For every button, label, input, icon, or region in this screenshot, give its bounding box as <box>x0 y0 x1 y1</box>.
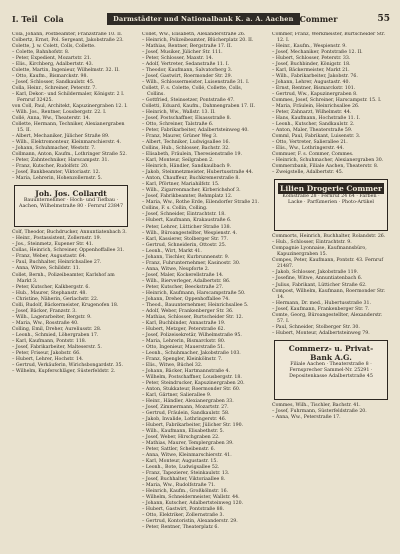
directory-entry: – Peter, Expedient, Mozartstr. 21. <box>12 56 92 62</box>
directory-entry: – Josef, Fabrikarbeiter, Malteserstr. 5. <box>12 344 102 350</box>
directory-entry: – Mathias, Maurer, Templergraben 39. <box>142 441 234 447</box>
advertisement-title: Lilien Drogerie Commer <box>278 183 384 194</box>
directory-entry: – Karl, Bäckermeister, Markt 21. <box>272 68 350 74</box>
directory-entry: – Ernst, Rentner, Bismarckstr. 101. <box>272 86 356 92</box>
directory-entry: – Peter, Zahntechniker, Harscampstr. 31. <box>12 158 109 164</box>
directory-entry: – Otto, Elektriker, Zollernstraße 3. <box>142 513 225 519</box>
directory-entry: – Hubert, Schlosser, Peterstr. 33. <box>272 56 351 62</box>
directory-entry: – Jos., Steinmetz, Eupener Str. 41. <box>12 242 94 248</box>
directory-entry: – Peter, Zahnarzt, Wilhelmstr. 44. <box>272 110 352 116</box>
advertisement-box <box>14 185 128 227</box>
directory-entry: – Johann, Tischler, Kurbrunnenstr. 9. <box>142 254 230 260</box>
directory-entry: Colette, Martin, Ingenieur, Wilhelmstr. 32. II. <box>12 68 120 74</box>
directory-entry: – Colette, Bahnhofstr. 8. <box>12 50 70 56</box>
directory-entry: – Heinrich, Ww., Wallstr. 13. II. <box>142 110 216 116</box>
directory-entry: – Theod., Bauunternehmer, Heinrichsallee 5. <box>142 302 249 308</box>
directory-entry: – Peter, Steindrucker, Kapuzinergraben 20. <box>142 380 245 386</box>
directory-entry: – Josef, Mechaniker, Pontstraße 12. II. <box>272 50 363 56</box>
directory-entry: – Otto, Ingenieur, Mauerstraße 51. <box>142 344 225 350</box>
directory-entry: – Hans, Kaufmann, Hochstraße 11. I. <box>272 116 360 122</box>
directory-entry: – Heinrich, Polizeibeamter, Blücherplatz 20. II. <box>142 38 254 44</box>
directory-entry: Colli, Rudolf, Bäckermeister, Krugenofen 18. <box>12 302 119 308</box>
bank-banner: Darmstädter und Nationalbank K. a. A. Aachen <box>107 13 299 25</box>
directory-entry: Collmann, Anton, Kaufm., Lothringer Straße 52. <box>12 152 127 158</box>
directory-entry: – Peter, Rentner, Theaterplatz 6. <box>142 525 219 531</box>
directory-entry: – Zweigstelle, Adalbertstr. 45. <box>272 170 344 176</box>
directory-entry: – Christine, Näherin, Gerlachstr. 22. <box>12 296 99 302</box>
directory-entry: – Heinrich, Kaufmann, Harscampstraße 50. <box>142 290 246 296</box>
directory-entry: Collet, Bernh., Polizeibeamter, Karlshof am Markt 3. <box>12 272 115 284</box>
directory-entry: – Josef, Bankbeamter, Viktoriastr. 12. <box>12 170 101 176</box>
directory-entry: – Josef, Postschaffner, Elsassstraße 8. <box>142 116 232 122</box>
directory-entry: – Anna, Witwe, Schildstr. 11. <box>12 266 81 272</box>
directory-entry: – Wilh., Elektromonteur, Kleinmarschierstr. 4. <box>12 140 122 146</box>
advertisement-box <box>274 340 388 400</box>
directory-entry: – Leonh., Schuhmacher, Jakobstraße 103. <box>142 350 241 356</box>
advertisement-title: Commerz- u. Privat-Bank A.G. <box>288 343 374 362</box>
directory-entry: – Albert, Techniker, Ludwigsallee 16. <box>142 140 230 146</box>
directory-entry: – Otto, Schreiner, Talstraße 6. <box>142 122 214 128</box>
directory-entry: Compes, Peter, Kaufmann, Pontstr. 43. Fernruf 21487. <box>272 258 384 270</box>
directory-entry: – Josef, Weber, Hirschgraben 22. <box>142 435 220 441</box>
section-start: Cola <box>43 14 64 24</box>
directory-entry: Collett, F. s. Colette, Collé, Collette, Colls, Collins. <box>142 86 243 98</box>
directory-entry: – Josef, Musiker, Jülicher Str. 111. <box>142 50 223 56</box>
directory-entry: – Peter, Friseur, Jakobstr. 66. <box>12 350 81 356</box>
directory-entry: Colbertz, Ernst, Pol. Sergeant, Jakobstraße 23. <box>12 38 124 44</box>
section-end: Commer <box>299 14 338 24</box>
directory-entry: Compost, Wilhelm, Kaufmann, Roermonder Str. 14. <box>272 288 386 300</box>
directory-entry: – Anton, Chauffeur, Buchkremerstraße 8. <box>142 176 240 182</box>
directory-entry: – Wilh., Zigarrenmacher, Kirberichshof 3. <box>142 188 241 194</box>
directory-entry: – Karl, Dekor.- und Schildermaler, Königstr. 2 I. Fernruf 32425. <box>12 92 125 104</box>
directory-entry: Collette, Hermann, Techniker, Alexianergraben 15. II. <box>12 122 125 134</box>
directory-entry: Commuer, F. s. Commer, Commes. <box>272 152 354 158</box>
directory-entry: – Heinr., Kaufm., Wespienstr. 9. <box>272 44 347 50</box>
directory-entry: – Karl, Kaufmann, Pontstr. 118. <box>12 338 87 344</box>
directory-entry: – Mathias, Schlosser, Burtscheider Str. 12. <box>142 314 244 320</box>
directory-entry: – Wilhelm, Schneidermeister, Wallstr. 44. <box>142 495 240 501</box>
directory-entry: – Josef, Buchhalter, Viktoriaallee 8. <box>142 477 226 483</box>
directory-entry: Colletti, Eduard, Kaufm., Dahmengraben 17. II. <box>142 104 256 110</box>
directory-entry: – Elis., Kirchberg, Adalbertstr. 43. <box>12 62 94 68</box>
directory-entry: – Leonh., Schmied, Löhergraben 17. <box>12 332 99 338</box>
advertisement-text: Bauunternehmer · Hoch- und Tiefbau · Aachen, Wilhelmstraße 80 · Fernruf 23847 <box>18 198 124 210</box>
directory-entry: – Heinr., Händler, Alexianergraben 33. <box>142 398 234 404</box>
directory-entry: – Johann, Schuhmacher, Weststr. 7. <box>12 146 96 152</box>
directory-entry: – Jakob, Steinmetzmeister, Hubertusstraße 44. <box>142 170 254 176</box>
directory-columns <box>12 32 390 546</box>
directory-entry: – Hubert, Kaufmann, Krakaustraße 6. <box>142 218 232 224</box>
directory-entry: – Maria, Ww., Rudolfstraße 71. <box>142 483 216 489</box>
directory-entry: – Josef, Buchbinder, Königstr. 18. <box>272 62 351 68</box>
directory-entry: Commorts, Heinrich, Buchhalter, Rolandstr. 26. <box>272 234 386 240</box>
directory-entry: Colla, Heinr., Schreiner, Peterstr. 7. <box>12 86 97 92</box>
advertisement-title: Joh. Jos. Collardt <box>35 189 107 199</box>
directory-entry: Commerzbank, Filiale Aachen, Theaterstr. 8. <box>272 164 379 170</box>
directory-entry: – Wilhelm, Kupferschläger, Süsterfeldstr. 2. <box>12 368 116 374</box>
directory-entry: – Peter, Sattler, Scheibenstr. 6. <box>142 447 216 453</box>
directory-entry: – Anton, Maler, Theaterstraße 59. <box>272 128 353 134</box>
directory-entry: – Karl, Monteur, Seilgraben 2. <box>142 158 214 164</box>
directory-entry: Comml, Paul, Fabrikant, Luisenstr. 3. <box>272 134 361 140</box>
directory-entry: – Hub., Maurer, Stephanstr. 48. <box>12 290 87 296</box>
directory-entry: – Paul, Buchhalter, Heinrichsallee 27. <box>12 260 102 266</box>
directory-entry: Collins, Hub., Schlosser, Bachstr. 32. <box>142 146 230 152</box>
directory-entry: – Johann, Kutscher, Adalbertsteinweg 120. <box>142 501 244 507</box>
directory-entry: – Hubert, Metzger, Peterstraße 62. <box>142 326 226 332</box>
directory-entry: – Gertrud, Kontoristin, Alexanderstr. 29. <box>142 519 238 525</box>
directory-entry: – Leonh., Kutscher, Sandkaulstr. 2. <box>272 122 355 128</box>
directory-entry: – Julius, Fabrikant, Lütticher Straße 62. <box>272 282 367 288</box>
directory-entry: Collins, F. s. Collin, Colling. <box>142 206 208 212</box>
directory-entry: Commes, Wilh., Tischler, Bachstr. 41. <box>272 402 361 408</box>
directory-entry: – Peter, Schlosser, Maxstr. 14. <box>142 56 214 62</box>
directory-entry: – Gertrud, Fräulein, Sandkaulstr. 58. <box>142 410 230 416</box>
directory-entry: – Otto, Kaufm., Bismarckstr. 98. <box>12 74 88 80</box>
column-3 <box>272 32 390 546</box>
directory-entry: – Josef, Bäcker, Franzstr. 3. <box>12 308 77 314</box>
directory-entry: – Josefine, Witwe, Annuntiatenbach 6. <box>272 276 363 282</box>
directory-entry: – Hermann, Dr. med., Hubertusstraße 31. <box>272 300 371 306</box>
advertisement-text: Kölnstraße 28 · Fernruf 24 64 · Farben · Lacke · Parfümerien · Photo-Artikel <box>282 194 380 206</box>
directory-entry: – Maria, Lehrerin, Hohenzollernstr. 5. <box>12 176 103 182</box>
directory-entry: – Josef, Fuhrmann, Süsterfeldstraße 20. <box>272 408 367 414</box>
directory-entry: – Heinrich, Kaufm., Großkölnstr. 16. <box>142 489 229 495</box>
directory-entry: – Franz, Weber, Augustastr. 64. <box>12 254 87 260</box>
directory-entry: – Karl, Kassierer, Stolberger Str. 77. <box>142 236 229 242</box>
directory-entry: – Franz, Fuhrunternehmer, Kasinostr. 30. <box>142 260 241 266</box>
directory-entry: – Maria, Ww., Rothe Erde, Eilendorfer Straße 21. <box>142 200 260 206</box>
directory-entry: – Franz, Spengler, Kleinkölnstr. 7. <box>142 356 223 362</box>
directory-entry: – Wilh., Lagerarbeiter, Bergstr. 9. <box>12 314 92 320</box>
directory-entry: – Karl, Gärtner, Salierallee 9. <box>142 392 212 398</box>
directory-entry: – Maria, Ww., Rosstraße 40. <box>12 320 79 326</box>
directory-entry: – Wilh., Fabrikarbeiter, Jakobstr. 76. <box>272 74 358 80</box>
directory-entry: – Leonh., Bote, Ludwigsallee 52. <box>142 465 220 471</box>
column-2 <box>142 32 260 546</box>
directory-entry: – Josef, Gastwirt, Roermonder Str. 29. <box>142 74 233 80</box>
directory-entry: – Elis., Witwe, Büchel 32. <box>142 362 203 368</box>
directory-entry: – Karl, Monteur, Augustastr. 15. <box>142 459 218 465</box>
directory-entry: – Gertrud, Ww., Kapuzinergraben 8. <box>272 92 358 98</box>
directory-entry: – Anna, Witwe, Kleinmarschierstr. 41. <box>142 453 232 459</box>
directory-entry: – Wilh., Kaufmann, Elisabethstr. 5. <box>142 429 225 435</box>
page-header <box>12 12 390 26</box>
directory-entry: – Hub., Schlosser, Eintrachtstr. 9. <box>272 240 352 246</box>
directory-entry: – Karl, Buchbinder, Annastraße 19. <box>142 320 226 326</box>
directory-entry: – Maria, Lehrerin, Bismarckstr. 80. <box>142 338 226 344</box>
directory-entry: – Wilh., Schlossermeister, Luisenstraße 31. I. <box>142 80 250 86</box>
directory-entry: – Paul, Schneider, Stolberger Str. 30. <box>272 324 360 330</box>
directory-entry: – Heinrich, Händler, Sandkaulbach 9. <box>142 164 232 170</box>
page-number: 55 <box>377 14 390 24</box>
directory-entry: – Peter, Lehrer, Lütticher Straße 138. <box>142 224 232 230</box>
directory-entry: Collé, Anna, Ww., Theaterstr. 14. <box>12 116 91 122</box>
directory-entry: – Elisabeth, Fräulein, Theresienstraße 19. <box>142 152 242 158</box>
directory-entry: – Elis., Ww., Lothringerstr. 44. <box>272 146 344 152</box>
directory-entry: – Maria, Fräulein, Heinrichsallee 26. <box>272 104 360 110</box>
directory-entry: – Josef, Kaufmann, Frankenberger Str. 7. <box>272 306 370 312</box>
directory-entry: – Josef, Maler, Kockerellstraße 14. <box>142 272 224 278</box>
directory-entry: – Mathias, Rentner, Bergstraße 17. II. <box>142 44 233 50</box>
directory-entry: Commes, Josef, Schreiner, Harscampstr. 15. I. <box>272 98 382 104</box>
directory-entry: – Theodor, Kaufmann, Salvatorberg 3. <box>142 68 233 74</box>
directory-entry: – Heinrich, Schuhmacher, Alexianergraben 30. <box>272 158 384 164</box>
directory-entry: Commer, Franz, Werkmeister, Burtscheider Str. 12. I. <box>272 32 386 44</box>
directory-entry: – Gottfried, Steinsetzer, Pontstraße 47. <box>142 98 235 104</box>
directory-entry: – Hubert, Fabrikarbeiter, Jülicher Str. 190. <box>142 423 244 429</box>
directory-entry: – Anna, Witwe, Neupforte 2. <box>142 266 210 272</box>
directory-entry: – Karl, Pförtner, Mariahilfstr. 15. <box>142 182 220 188</box>
directory-entry: – Johann, Bäcker, Hartmannstraße 4. <box>142 368 231 374</box>
directory-entry: – Adolf, Vertreter, Sedanstraße 11. I. <box>142 62 230 68</box>
directory-entry: – Heinr., Postassistent, Zollernstr. 19. <box>12 236 102 242</box>
directory-entry: – Jakob, Schlosser, Jakobstraße 119. <box>272 270 359 276</box>
directory-entry: Comte, Georg, Büroangestellter, Alexanderstr. 57. I. <box>272 312 383 324</box>
directory-entry: – Anton, Stukkateur, Roermonder Str. 60. <box>142 386 241 392</box>
directory-entry: – Leonh., Wirt, Markt 41. <box>142 248 202 254</box>
directory-entry: – Johann, Dreher, Oppenhoffallee 74. <box>142 296 230 302</box>
directory-entry: – Josef, Zimmermann, Mozartstr. 27. <box>142 404 229 410</box>
directory-entry: Compagnie Lyonnaise, Kaufmannsbüro, Kapuzinergraben 15. <box>272 246 367 258</box>
directory-entry: – Anna, Ww., Peterstraße 17. <box>272 414 341 420</box>
directory-entry: – Gertrud, Verkäuferin, Wirichsbongardstr. 35. <box>12 362 123 368</box>
directory-entry: – Franz, Kutscher, Rudolfstr. 20. <box>12 164 89 170</box>
directory-entry: – Hubert, Gastwirt, Pontstraße 88. <box>142 507 225 513</box>
directory-entry: – Hubert, Lehrer, Hochstr. 14. <box>12 356 84 362</box>
directory-entry: – Wilh. Jos., Rentner, Lousbergstr. 22. I. <box>12 110 107 116</box>
directory-entry: – Albert, Mechaniker, Jülicher Straße 89. <box>12 134 110 140</box>
directory-entry: Colette, J. w. Colett, Colls, Collette. <box>12 44 96 50</box>
directory-entry: – Hubert, Monteur, Adalbertsteinweg 79. <box>272 330 370 336</box>
directory-entry: – Wilhelm, Postschaffner, Lousbergstr. 18. <box>142 374 242 380</box>
directory-entry: – Jakob, Invalide, Lothringerstr. 46. <box>142 417 227 422</box>
part-label: I. Teil <box>12 14 38 24</box>
directory-entry: – Johann, Lehrer, Augustastr. 40. <box>272 80 350 86</box>
directory-entry: Colf, Theodor, Buchdrucker, Annuntiatenbach 3. <box>12 230 127 236</box>
directory-entry: – Adolf, Weber, Frankenberger Str. 36. <box>142 308 234 314</box>
directory-entry: – Josef, Schlosser, Sandkaulstr. 45. <box>12 80 95 86</box>
directory-entry: Cola, Johann, Postbeamter, Franzstraße 10. II. <box>12 32 123 37</box>
directory-entry: Collas, Heinrich, Schreiner, Oppenhoffallee 31. <box>12 248 125 254</box>
directory-entry: – Josef, Polizeisekretär, Wilhelmstraße 95. <box>142 332 242 338</box>
directory-entry: – Peter, Fabrikarbeiter, Adalbertsteinweg 40. <box>142 128 249 134</box>
directory-entry: – Franz, Maurer, Grüner Weg 3. <box>142 134 218 140</box>
directory-entry: – Otto, Vertreter, Salierallee 21. <box>272 140 348 146</box>
directory-entry: – Franz, Tapezierer, Steinkaulstr. 13. <box>142 471 230 477</box>
directory-entry: – Wilh., Büroangestellter, Wespienstr. 4. <box>142 230 237 236</box>
directory-entry: – Wilh., Bierverleger, Adalbertstr. 86. <box>142 278 231 284</box>
directory-entry: – Josef, Fabrikbeamter, Rehmplatz 12. <box>142 194 233 200</box>
directory-entry: – Josef, Schneider, Eintrachtstr. 18. <box>142 212 226 218</box>
directory-entry: – Gertrud, Schneiderin, Ottostr. 25. <box>142 242 227 248</box>
directory-entry: Colling, Emil, Dreher, Aureliusstr. 28. <box>12 326 102 332</box>
directory-entry: – Peter, Kutscher, Beeckstraße 27. <box>142 284 224 290</box>
advertisement-box <box>274 179 388 231</box>
advertisement-text: Filiale Aachen · Theaterstraße 8 · Fernsprecher Sammel-Nr. 25291 · Depositenkasse Adalbertstraße 45 <box>289 361 373 379</box>
directory-entry: – Peter, Kutscher, Kalkbergstr. 6. <box>12 284 90 290</box>
directory-entry: Collet, Ww., Elisabeth, Alexanderstraße 26. <box>142 32 246 37</box>
column-1 <box>12 32 130 546</box>
directory-entry: von Coll, Paul, Architekt, Kapuzinergraben 12. I. <box>12 104 128 110</box>
